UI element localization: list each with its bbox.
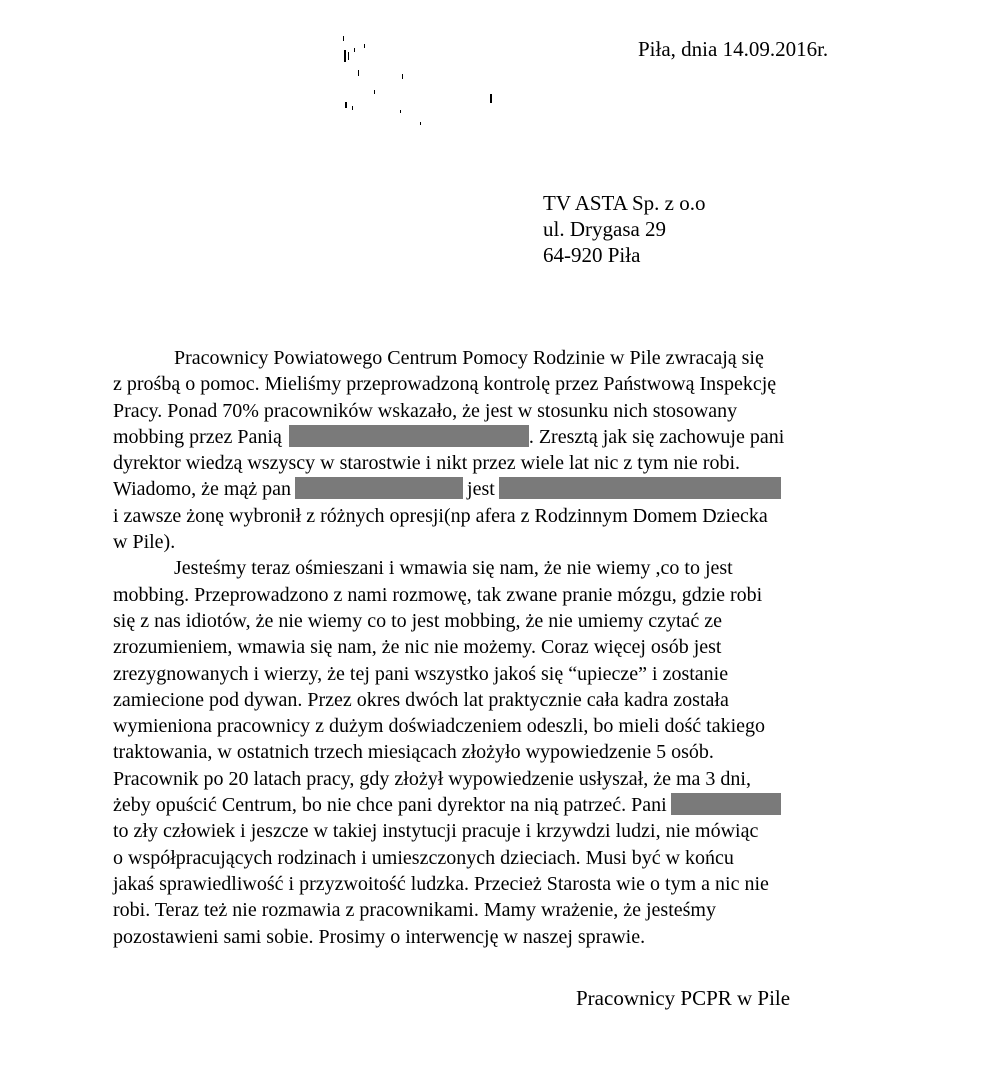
addressee-block <box>543 190 705 268</box>
redacted-name-box <box>289 425 529 447</box>
letter-line: robi. Teraz też nie rozmawia z pracownikami. Mamy wrażenie, że jesteśmy <box>113 899 716 922</box>
letter-line: w Pile). <box>113 531 176 554</box>
letter-line-part: Wiadomo, że mąż pan <box>113 478 292 501</box>
letter-line: Pracownik po 20 latach pracy, gdy złożył wypowiedzenie usłyszał, że ma 3 dni, <box>113 767 751 790</box>
letter-line: się z nas idiotów, że nie wiemy co to jest mobbing, że nie umiemy czytać ze <box>113 609 723 632</box>
letter-line-with-redaction <box>113 424 853 450</box>
signature: Pracownicy PCPR w Pile <box>576 986 791 1010</box>
letter-line: z prośbą o pomoc. Mieliśmy przeprowadzoną kontrolę przez Państwową Inspekcję <box>113 373 777 396</box>
redacted-name-box <box>671 793 781 815</box>
letter-line-with-redaction <box>113 792 853 818</box>
letter-line: jakaś sprawiedliwość i przyzwoitość ludzka. Przecież Starosta wie o tym a nic nie <box>113 872 769 895</box>
letter-line: zrezygnowanych i wierzy, że tej pani wszystko jakoś się “upiecze” i zostanie <box>113 662 729 685</box>
addressee-street: ul. Drygasa 29 <box>543 217 667 241</box>
scan-noise-marks <box>330 30 500 130</box>
letter-line: to zły człowiek i jeszcze w takiej instytucji pracuje i krzywdzi ludzi, nie mówiąc <box>113 820 759 843</box>
redacted-name-box <box>295 477 463 499</box>
letter-line-with-redaction <box>113 476 853 502</box>
letter-line: Pracownicy Powiatowego Centrum Pomocy Rodzinie w Pile zwracają się <box>174 347 764 369</box>
addressee-city: 64-920 Piła <box>543 243 641 267</box>
letter-line: Pracy. Ponad 70% pracowników wskazało, że jest w stosunku nich stosowany <box>113 399 738 422</box>
letter-line: dyrektor wiedzą wszyscy w starostwie i nikt przez wiele lat nic z tym nie robi. <box>113 452 741 475</box>
letter-line-part: . Zresztą jak się zachowuje pani <box>528 425 785 448</box>
letter-line: wymieniona pracownicy z dużym doświadczeniem odeszli, bo mieli dość takiego <box>113 715 766 738</box>
addressee-name: TV ASTA Sp. z o.o <box>543 191 706 215</box>
letter-line-part: jest <box>467 478 495 501</box>
letter-line: mobbing. Przeprowadzono z nami rozmowę, tak zwane pranie mózgu, gdzie robi <box>113 583 763 606</box>
redacted-position-box <box>499 477 781 499</box>
letter-line: pozostawieni sami sobie. Prosimy o interwencję w naszej sprawie. <box>113 925 646 948</box>
letter-body <box>113 345 853 950</box>
letter-line: zrozumieniem, wmawia się nam, że nic nie możemy. Coraz więcej osób jest <box>113 636 722 659</box>
letter-line: zamiecione pod dywan. Przez okres dwóch lat praktycznie cała kadra została <box>113 688 729 711</box>
letter-line-part: żeby opuścić Centrum, bo nie chce pani dyrektor na nią patrzeć. Pani <box>113 794 667 817</box>
date-line: Piła, dnia 14.09.2016r. <box>638 37 829 61</box>
letter-line: o współpracujących rodzinach i umieszczonych dzieciach. Musi być w końcu <box>113 846 734 869</box>
letter-line: i zawsze żonę wybronił z różnych opresji(np afera z Rodzinnym Domem Dziecka <box>113 504 768 527</box>
letter-line: traktowania, w ostatnich trzech miesiącach złożyło wypowiedzenie 5 osób. <box>113 741 714 764</box>
letter-line-part: mobbing przez Panią <box>113 425 282 448</box>
letter-line: Jesteśmy teraz ośmieszani i wmawia się nam, że nie wiemy ,co to jest <box>174 557 733 580</box>
